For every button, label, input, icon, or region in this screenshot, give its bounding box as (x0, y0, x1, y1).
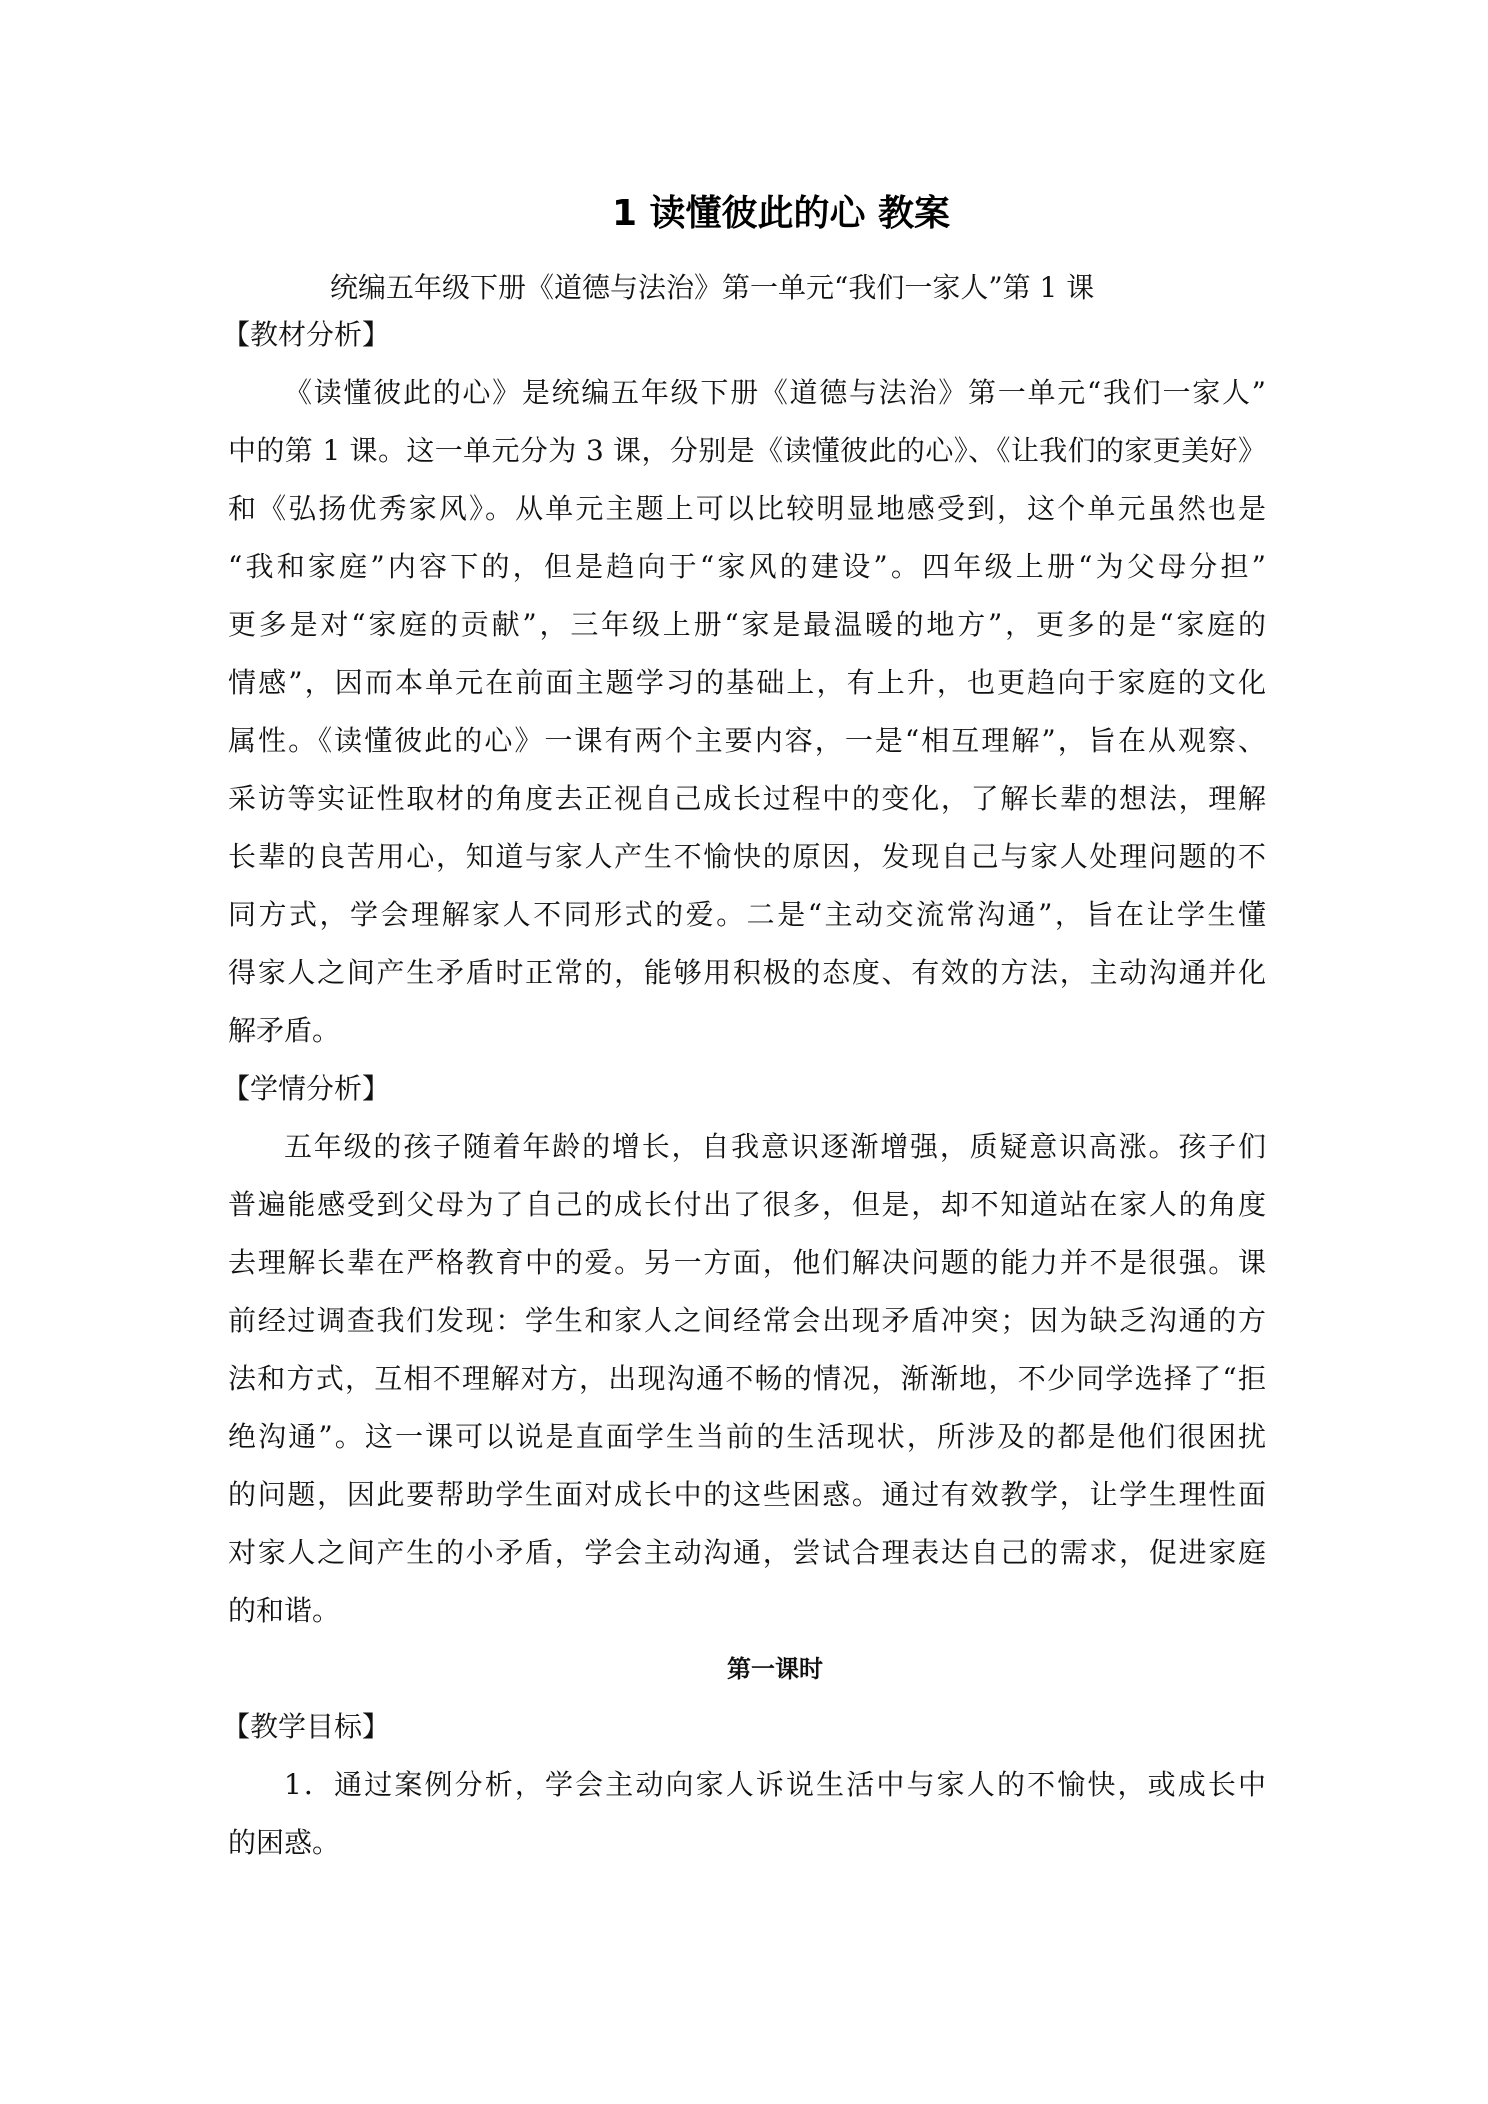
section-learner-analysis (222, 1060, 1266, 1640)
section-textbook-analysis (222, 306, 1266, 1060)
section-heading: 【教学目标】 (222, 1710, 391, 1743)
paragraph-line: 情感”，因而本单元在前面主题学习的基础上，有上升，也更趋向于家庭的文化 (228, 666, 1266, 699)
document-subtitle: 统编五年级下册《道德与法治》第一单元“我们一家人”第 1 课 (330, 271, 1095, 304)
paragraph-line: 法和方式，互相不理解对方，出现沟通不畅的情况，渐渐地，不少同学选择了“拒 (228, 1362, 1266, 1395)
section-heading: 【教材分析】 (222, 318, 391, 351)
paragraph-line: 前经过调查我们发现：学生和家人之间经常会出现矛盾冲突；因为缺乏沟通的方 (228, 1304, 1266, 1337)
document-body (222, 306, 1266, 1872)
section-teaching-objectives (222, 1698, 1266, 1872)
document-title: 1 读懂彼此的心 教案 (611, 193, 951, 234)
paragraph-line: 得家人之间产生矛盾时正常的，能够用积极的态度、有效的方法，主动沟通并化 (228, 956, 1266, 989)
paragraph-line: 同方式，学会理解家人不同形式的爱。二是“主动交流常沟通”，旨在让学生懂 (228, 898, 1266, 931)
paragraph-line: 和《弘扬优秀家风》。从单元主题上可以比较明显地感受到，这个单元虽然也是 (228, 492, 1266, 525)
paragraph-line: 《读懂彼此的心》是统编五年级下册《道德与法治》第一单元“我们一家人” (284, 376, 1266, 409)
paragraph-line: 对家人之间产生的小矛盾，学会主动沟通，尝试合理表达自己的需求，促进家庭 (228, 1536, 1266, 1569)
paragraph-line: 的和谐。 (228, 1594, 341, 1627)
paragraph-line: 解矛盾。 (228, 1014, 341, 1047)
lesson-heading: 第一课时 (727, 1655, 823, 1683)
paragraph-line: 普遍能感受到父母为了自己的成长付出了很多，但是，却不知道站在家人的角度 (228, 1188, 1266, 1221)
paragraph-line: 中的第 1 课。这一单元分为 3 课，分别是《读懂彼此的心》、《让我们的家更美好》 (228, 434, 1266, 467)
objective-line: 1．通过案例分析，学会主动向家人诉说生活中与家人的不愉快，或成长中 (284, 1768, 1266, 1801)
objective-line: 的困惑。 (228, 1826, 341, 1859)
section-heading: 【学情分析】 (222, 1072, 391, 1105)
paragraph-line: 长辈的良苦用心，知道与家人产生不愉快的原因，发现自己与家人处理问题的不 (228, 840, 1266, 873)
paragraph-line: 属性。《读懂彼此的心》一课有两个主要内容，一是“相互理解”，旨在从观察、 (228, 724, 1266, 757)
paragraph-line: 采访等实证性取材的角度去正视自己成长过程中的变化，了解长辈的想法，理解 (228, 782, 1266, 815)
paragraph-line: “我和家庭”内容下的，但是趋向于“家风的建设”。四年级上册“为父母分担” (228, 550, 1266, 583)
paragraph-line: 五年级的孩子随着年龄的增长，自我意识逐渐增强，质疑意识高涨。孩子们 (284, 1130, 1266, 1163)
paragraph-line: 更多是对“家庭的贡献”，三年级上册“家是最温暖的地方”，更多的是“家庭的 (228, 608, 1266, 641)
paragraph-line: 去理解长辈在严格教育中的爱。另一方面，他们解决问题的能力并不是很强。课 (228, 1246, 1266, 1279)
paragraph-line: 绝沟通”。这一课可以说是直面学生当前的生活现状，所涉及的都是他们很困扰 (228, 1420, 1266, 1453)
paragraph-line: 的问题，因此要帮助学生面对成长中的这些困惑。通过有效教学，让学生理性面 (228, 1478, 1266, 1511)
